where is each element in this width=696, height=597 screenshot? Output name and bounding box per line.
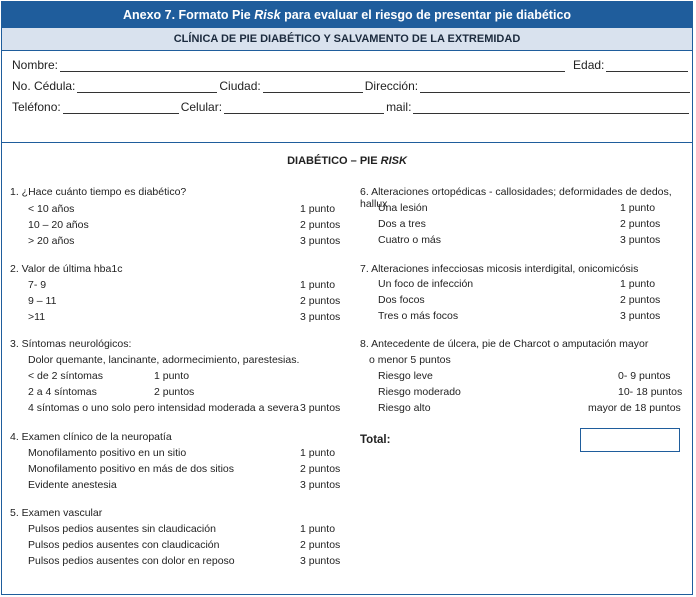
section-7-item-2: Dos focos	[378, 294, 425, 306]
section-2-item-1: 7- 9	[28, 279, 47, 291]
celular-input[interactable]	[224, 100, 384, 114]
section-8-subtitle: o menor 5 puntos	[369, 354, 451, 366]
section-6-title: 6. Alteraciones ortopédicas - callosidades; deformidades de dedos, hallux	[360, 186, 672, 210]
section-4-points-1: 1 punto	[300, 447, 336, 459]
section-8-points-1: 0- 9 puntos	[618, 370, 671, 382]
ciudad-label: Ciudad:	[219, 79, 261, 93]
section-7-title: 7. Alteraciones infecciosas micosis interdigital, onicomicósis	[360, 263, 639, 275]
field-row-name	[12, 58, 690, 72]
section-7-points-2: 2 puntos	[620, 294, 661, 306]
section-5-points-3: 3 puntos	[300, 555, 341, 567]
section-1-item-3: > 20 años	[28, 235, 75, 247]
field-row-id	[12, 79, 692, 93]
section-7-points-1: 1 punto	[620, 278, 656, 290]
section-3-points-3: 3 puntos	[300, 402, 341, 414]
section-6-points-2: 2 puntos	[620, 218, 661, 230]
clinic-subtitle: CLÍNICA DE PIE DIABÉTICO Y SALVAMENTO DE LA EXTREMIDAD	[2, 28, 692, 51]
total-input[interactable]	[580, 428, 680, 452]
section-2-points-3: 3 puntos	[300, 311, 341, 323]
section-8-item-3: Riesgo alto	[378, 402, 431, 414]
section-5-points-2: 2 puntos	[300, 539, 341, 551]
annex-title: Anexo 7. Formato Pie Risk para evaluar el riesgo de presentar pie diabético	[2, 2, 692, 28]
direccion-label: Dirección:	[364, 79, 419, 93]
section-2-item-2: 9 – 11	[28, 295, 57, 307]
section-2-title: 2. Valor de última hba1c	[10, 263, 123, 275]
section-8-item-1: Riesgo leve	[378, 370, 433, 382]
direccion-input[interactable]	[420, 79, 690, 93]
celular-label: Celular:	[180, 100, 223, 114]
section-5-item-2: Pulsos pedios ausentes con claudicación	[28, 539, 220, 551]
section-4-points-3: 3 puntos	[300, 479, 341, 491]
section-5-title: 5. Examen vascular	[10, 507, 103, 519]
section-6-points-3: 3 puntos	[620, 234, 661, 246]
section-5-points-1: 1 punto	[300, 523, 336, 535]
section-5-item-1: Pulsos pedios ausentes sin claudicación	[28, 523, 216, 535]
mail-input[interactable]	[413, 100, 689, 114]
section-1-points-2: 2 puntos	[300, 219, 341, 231]
section-3-item-3: 4 síntomas o uno solo pero intensidad moderada a severa	[28, 402, 299, 414]
section-3-item-2: 2 a 4 síntomas	[28, 386, 97, 398]
total-label: Total:	[360, 434, 391, 446]
section-8-item-2: Riesgo moderado	[378, 386, 461, 398]
section-2-points-2: 2 puntos	[300, 295, 341, 307]
form-title: DIABÉTICO – PIE RISK	[287, 155, 407, 167]
section-4-item-3: Evidente anestesia	[28, 479, 117, 491]
telefono-label: Teléfono:	[12, 100, 61, 114]
section-6-points-1: 1 punto	[620, 202, 656, 214]
section-4-item-1: Monofilamento positivo en un sitio	[28, 447, 187, 459]
section-5-item-3: Pulsos pedios ausentes con dolor en reposo	[28, 555, 235, 567]
section-8-points-2: 10- 18 puntos	[618, 386, 683, 398]
section-8-title: 8. Antecedente de úlcera, pie de Charcot o amputación mayor	[360, 338, 649, 350]
section-1-title: 1. ¿Hace cuánto tiempo es diabético?	[10, 186, 187, 198]
cedula-input[interactable]	[77, 79, 217, 93]
section-3-subtitle: Dolor quemante, lancinante, adormecimiento, parestesias.	[28, 354, 300, 366]
section-divider	[2, 142, 692, 143]
section-7-points-3: 3 puntos	[620, 310, 661, 322]
mail-label: mail:	[386, 100, 412, 114]
section-6-item-1: Una lesión	[378, 202, 428, 214]
section-1-points-1: 1 punto	[300, 203, 336, 215]
form-frame	[1, 1, 693, 595]
section-8-points-3: mayor de 18 puntos	[588, 402, 681, 414]
edad-input[interactable]	[606, 58, 688, 72]
ciudad-input[interactable]	[263, 79, 363, 93]
section-2-points-1: 1 punto	[300, 279, 336, 291]
field-row-phone	[12, 100, 691, 114]
nombre-input[interactable]	[60, 58, 565, 72]
telefono-input[interactable]	[63, 100, 179, 114]
section-7-item-1: Un foco de infección	[378, 278, 474, 290]
section-4-points-2: 2 puntos	[300, 463, 341, 475]
edad-label: Edad:	[573, 58, 605, 72]
section-3-points-2: 2 puntos	[154, 386, 195, 398]
section-1-item-1: < 10 años	[28, 203, 75, 215]
section-4-item-2: Monofilamento positivo en más de dos sitios	[28, 463, 235, 475]
section-1-points-3: 3 puntos	[300, 235, 341, 247]
section-2-item-3: >11	[28, 311, 46, 323]
section-3-points-1: 1 punto	[154, 370, 190, 382]
section-6-item-2: Dos a tres	[378, 218, 426, 230]
section-3-title: 3. Síntomas neurológicos:	[10, 338, 132, 350]
cedula-label: No. Cédula:	[12, 79, 76, 93]
nombre-label: Nombre:	[12, 58, 59, 72]
section-1-item-2: 10 – 20 años	[28, 219, 89, 231]
section-7-item-3: Tres o más focos	[378, 310, 459, 322]
section-4-title: 4. Examen clínico de la neuropatía	[10, 431, 172, 443]
section-6-item-3: Cuatro o más	[378, 234, 442, 246]
section-3-item-1: < de 2 síntomas	[28, 370, 104, 382]
